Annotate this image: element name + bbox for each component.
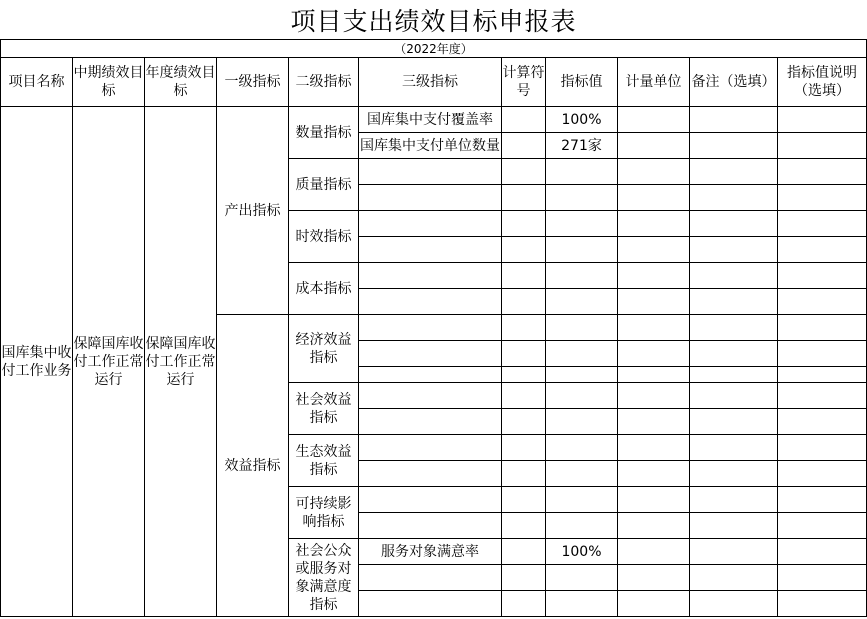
header-target-value: 指标值 [546, 58, 618, 107]
header-row [1, 58, 867, 107]
form-title: 项目支出绩效目标申报表 [290, 7, 577, 36]
header-description: 指标值说明（选填） [778, 58, 867, 107]
value-satisfaction-cell: 100% [546, 539, 618, 565]
header-year-target: 年度绩效目标 [145, 58, 217, 107]
level2-satisfaction-cell: 社会公众或服务对象满意度指标 [289, 539, 359, 617]
level2-quality-cell: 质量指标 [289, 159, 359, 211]
year-label: （2022年度） [0, 39, 867, 58]
header-project-name: 项目名称 [1, 58, 73, 107]
header-mid-target: 中期绩效目标 [73, 58, 145, 107]
header-level1: 一级指标 [217, 58, 289, 107]
level2-cost-cell: 成本指标 [289, 263, 359, 315]
value-coverage-cell: 100% [546, 107, 618, 133]
header-calc-symbol: 计算符号 [502, 58, 546, 107]
header-remark: 备注（选填） [690, 58, 778, 107]
level1-benefit-cell: 效益指标 [217, 315, 289, 617]
level1-output-cell: 产出指标 [217, 107, 289, 315]
year-target-cell: 保障国库收付工作正常运行 [145, 107, 217, 617]
value-units-cell: 271家 [546, 133, 618, 159]
level2-economic-cell: 经济效益指标 [289, 315, 359, 383]
mid-target-cell: 保障国库收付工作正常运行 [73, 107, 145, 617]
header-unit: 计量单位 [618, 58, 690, 107]
level2-quantity-cell: 数量指标 [289, 107, 359, 159]
project-name-cell: 国库集中收付工作业务 [1, 107, 73, 617]
level2-social-cell: 社会效益指标 [289, 383, 359, 435]
header-level2: 二级指标 [289, 58, 359, 107]
level3-satisfaction-cell: 服务对象满意率 [359, 539, 502, 565]
level2-ecological-cell: 生态效益指标 [289, 435, 359, 487]
level2-sustainable-cell: 可持续影响指标 [289, 487, 359, 539]
level2-timeliness-cell: 时效指标 [289, 211, 359, 263]
header-level3: 三级指标 [359, 58, 502, 107]
level3-units-cell: 国库集中支付单位数量 [359, 133, 502, 159]
table-row [1, 107, 867, 133]
performance-target-table [0, 57, 867, 617]
level3-coverage-cell: 国库集中支付覆盖率 [359, 107, 502, 133]
